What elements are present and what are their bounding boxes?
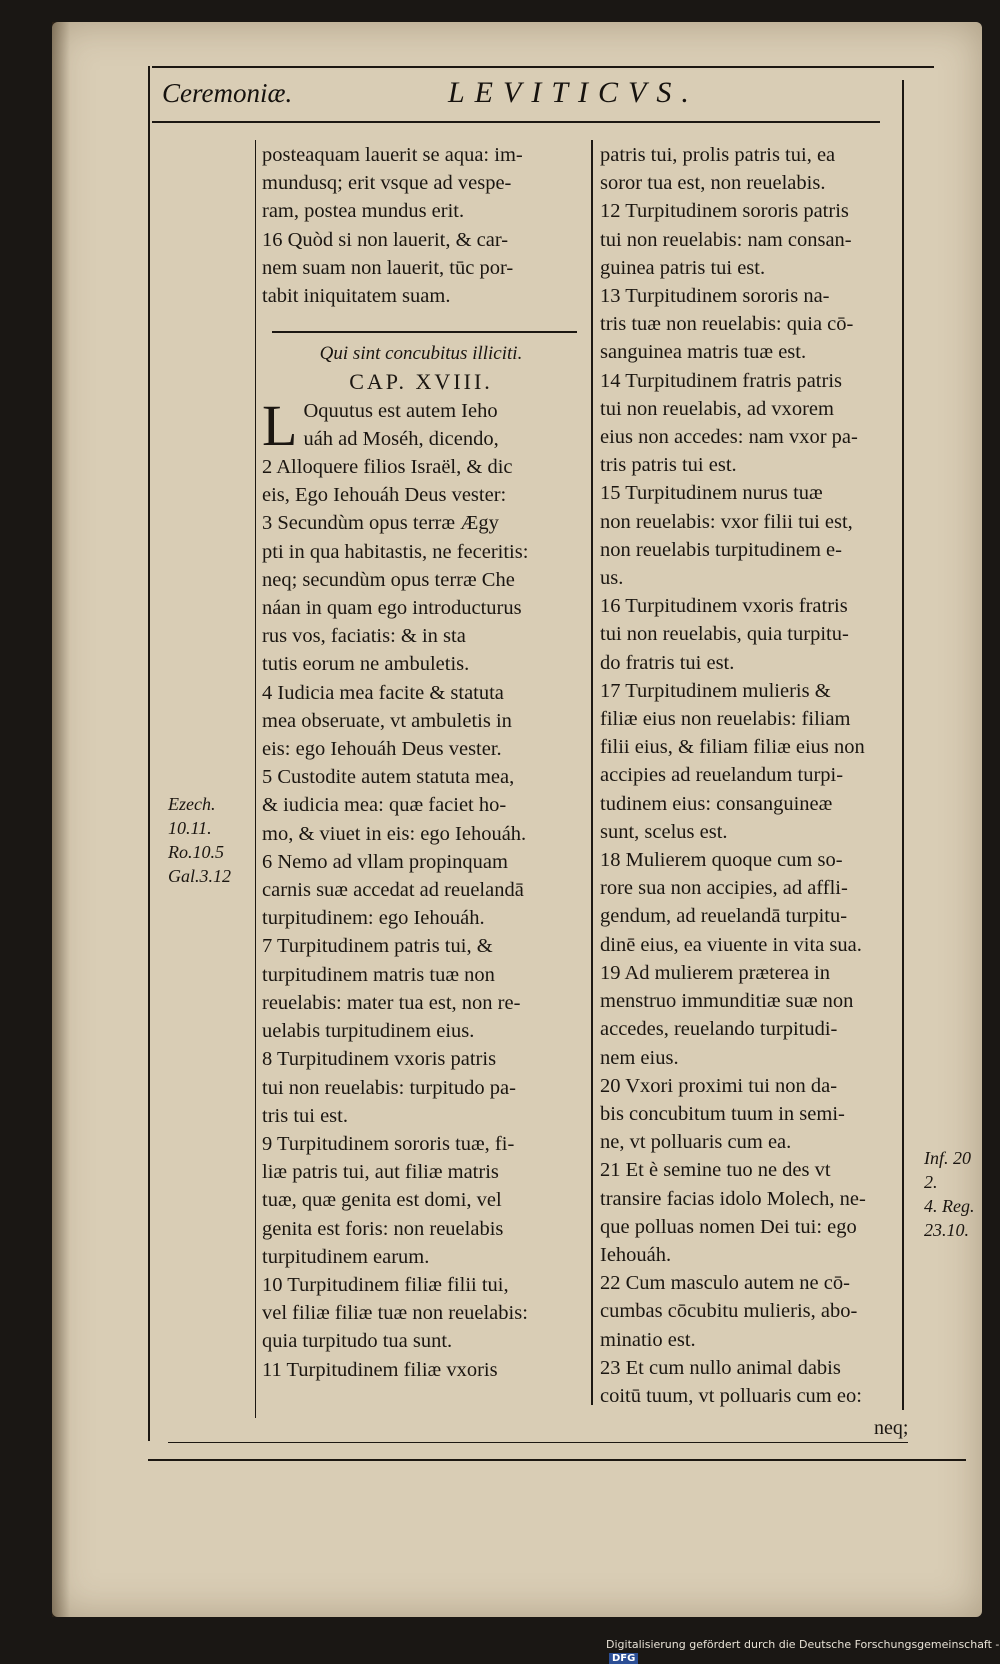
text-line: bis concubitum tuum in semi- — [600, 1102, 845, 1125]
text-line: 10 Turpitudinem filiæ filii tui, — [262, 1273, 509, 1296]
text-line: tui non reuelabis: turpitudo pa- — [262, 1076, 516, 1099]
text-line: rus vos, faciatis: & in sta — [262, 625, 466, 648]
margin-note-right — [924, 1146, 974, 1242]
text-line: patris tui, prolis patris tui, ea — [600, 144, 836, 166]
drop-capital: L — [262, 392, 298, 458]
text-line: soror tua est, non reuelabis. — [600, 172, 826, 195]
text-line: Oquutus est autem Ieho — [303, 399, 498, 422]
text-line: liæ patris tui, aut filiæ matris — [262, 1161, 499, 1184]
text-line: 2 Alloquere filios Israël, & dic — [262, 456, 513, 479]
margin-ref: Gal.3.12 — [168, 866, 231, 886]
running-head-left: Ceremoniæ. — [162, 78, 293, 108]
chapter-summary: Qui sint concubitus illiciti. — [319, 343, 523, 365]
text-line: posteaquam lauerit se aqua: im- — [262, 144, 523, 166]
margin-note-left — [168, 792, 231, 888]
text-line: tui non reuelabis: nam consan- — [600, 228, 852, 251]
text-line: ram, postea mundus erit. — [262, 200, 465, 223]
catchword: neq; — [874, 1417, 909, 1439]
text-line: 22 Cum masculo autem ne cō- — [600, 1272, 850, 1295]
text-line: dinē eius, ea viuente in vita sua. — [600, 933, 862, 956]
text-line: non reuelabis: vxor filii tui est, — [600, 510, 853, 533]
text-line: nem suam non lauerit, tūc por- — [262, 256, 514, 279]
text-line: filii eius, & filiam filiæ eius non — [600, 736, 865, 759]
text-line: turpitudinem: ego Iehouáh. — [262, 907, 485, 930]
margin-ref: 2. — [924, 1172, 938, 1192]
text-line: eis, Ego Iehouáh Deus vester: — [262, 484, 507, 507]
text-line: gendum, ad reuelandā turpitu- — [600, 905, 848, 928]
text-line: 14 Turpitudinem fratris patris — [600, 369, 843, 392]
text-line: 8 Turpitudinem vxoris patris — [262, 1048, 497, 1071]
text-line: tui non reuelabis, quia turpitu- — [600, 623, 849, 646]
frame-bottom-rule — [168, 1442, 908, 1443]
text-line: tabit iniquitatem suam. — [262, 285, 451, 308]
text-line: 20 Vxori proximi tui non da- — [600, 1074, 838, 1097]
text-line: 12 Turpitudinem sororis patris — [600, 200, 849, 223]
page-gutter-shadow — [52, 22, 70, 1617]
text-line: carnis suæ accedat ad reuelandā — [262, 879, 524, 902]
section-gap — [262, 310, 580, 340]
text-line: menstruo immunditiæ suæ non — [600, 990, 854, 1013]
text-line: náan in quam ego introducturus — [262, 597, 522, 620]
text-line: cumbas cōcubitu mulieris, abo- — [600, 1300, 858, 1323]
text-line: tudinem eius: consanguineæ — [600, 792, 833, 815]
text-line: 7 Turpitudinem patris tui, & — [262, 935, 493, 958]
text-line: 17 Turpitudinem mulieris & — [600, 679, 831, 702]
text-line: guinea patris tui est. — [600, 256, 766, 279]
text-line: transire facias idolo Molech, ne- — [600, 1187, 866, 1210]
text-line: ne, vt polluaris cum ea. — [600, 1131, 792, 1154]
text-column-left — [262, 141, 580, 1384]
margin-ref: Ro.10.5 — [168, 842, 224, 862]
text-line: tuæ, quæ genita est domi, vel — [262, 1189, 502, 1212]
column-divider-center — [591, 140, 593, 1405]
chapter-number: CAP. XVIII. — [349, 369, 493, 395]
text-line: tui non reuelabis, ad vxorem — [600, 397, 834, 420]
text-line: tris tuæ non reuelabis: quia cō- — [600, 313, 854, 336]
text-line: sunt, scelus est. — [600, 820, 728, 843]
digitization-footer — [606, 1638, 1000, 1664]
text-line: 5 Custodite autem statuta mea, — [262, 766, 515, 789]
text-line: reuelabis: mater tua est, non re- — [262, 991, 521, 1014]
text-line: turpitudinem matris tuæ non — [262, 963, 495, 986]
text-line: & iudicia mea: quæ faciet ho- — [262, 794, 507, 817]
column-divider-left — [255, 140, 256, 1418]
text-line: mundusq; erit vsque ad vespe- — [262, 172, 512, 195]
text-line: minatio est. — [600, 1328, 696, 1351]
text-line: coitū tuum, vt polluaris cum eo: — [600, 1384, 862, 1407]
text-line: Iehouáh. — [600, 1243, 672, 1266]
running-head-title: LEVITICVS. — [448, 76, 699, 109]
text-line: 3 Secundùm opus terræ Ægy — [262, 512, 499, 535]
text-line: mo, & viuet in eis: ego Iehouáh. — [262, 822, 527, 845]
text-line: 11 Turpitudinem filiæ vxoris — [262, 1358, 498, 1381]
text-line: accipies ad reuelandum turpi- — [600, 764, 844, 787]
text-line: uelabis turpitudinem eius. — [262, 1020, 475, 1043]
text-line: eis: ego Iehouáh Deus vester. — [262, 738, 502, 761]
text-line: do fratris tui est. — [600, 651, 735, 674]
text-line: mea obseruate, vt ambuletis in — [262, 709, 512, 732]
margin-ref: 4. Reg. — [924, 1196, 975, 1216]
text-line: us. — [600, 567, 624, 590]
left-frame-rule — [148, 66, 150, 1441]
text-line: 23 Et cum nullo animal dabis — [600, 1356, 841, 1379]
text-line: tris tui est. — [262, 1104, 348, 1127]
text-line: eius non accedes: nam vxor pa- — [600, 426, 858, 449]
text-line: 4 Iudicia mea facite & statuta — [262, 681, 504, 704]
text-line: tris patris tui est. — [600, 454, 737, 477]
text-line: turpitudinem earum. — [262, 1245, 430, 1268]
text-line: vel filiæ filiæ tuæ non reuelabis: — [262, 1302, 528, 1325]
text-line: que polluas nomen Dei tui: ego — [600, 1215, 857, 1238]
text-line: rore sua non accipies, ad affli- — [600, 877, 848, 900]
header-bottom-rule — [152, 121, 880, 123]
margin-ref: Ezech. — [168, 794, 216, 814]
text-line: pti in qua habitastis, ne feceritis: — [262, 540, 529, 563]
text-line: quia turpitudo tua sunt. — [262, 1330, 453, 1353]
text-line: non reuelabis turpitudinem e- — [600, 538, 842, 561]
text-line: neq; secundùm opus terræ Che — [262, 568, 515, 591]
margin-ref: 10.11. — [168, 818, 212, 838]
text-line: 16 Turpitudinem vxoris fratris — [600, 595, 848, 618]
text-line: 21 Et è semine tuo ne des vt — [600, 1159, 831, 1182]
text-line: 19 Ad mulierem præterea in — [600, 961, 830, 984]
footer-text: Digitalisierung gefördert durch die Deutsche Forschungsgemeinschaft - — [606, 1638, 1000, 1651]
text-line: 13 Turpitudinem sororis na- — [600, 285, 830, 308]
text-line: 15 Turpitudinem nurus tuæ — [600, 482, 823, 505]
text-line: 16 Quòd si non lauerit, & car- — [262, 228, 509, 251]
text-line: 9 Turpitudinem sororis tuæ, fi- — [262, 1132, 515, 1155]
text-line: sanguinea matris tuæ est. — [600, 341, 807, 364]
text-line: 18 Mulierem quoque cum so- — [600, 849, 843, 872]
text-column-right — [600, 141, 912, 1410]
text-line: genita est foris: non reuelabis — [262, 1217, 504, 1240]
header-top-rule — [152, 66, 934, 68]
margin-ref: Inf. 20 — [924, 1148, 971, 1168]
text-line: 6 Nemo ad vllam propinquam — [262, 850, 508, 873]
text-line: nem eius. — [600, 1046, 679, 1069]
text-line: tutis eorum ne ambuletis. — [262, 653, 470, 676]
text-line: accedes, reuelando turpitudi- — [600, 1018, 838, 1041]
margin-ref: 23.10. — [924, 1220, 969, 1240]
text-line: filiæ eius non reuelabis: filiam — [600, 708, 851, 731]
dfg-logo: DFG — [609, 1653, 638, 1664]
text-line: uáh ad Moséh, dicendo, — [303, 427, 499, 450]
footer-rule — [148, 1459, 966, 1461]
